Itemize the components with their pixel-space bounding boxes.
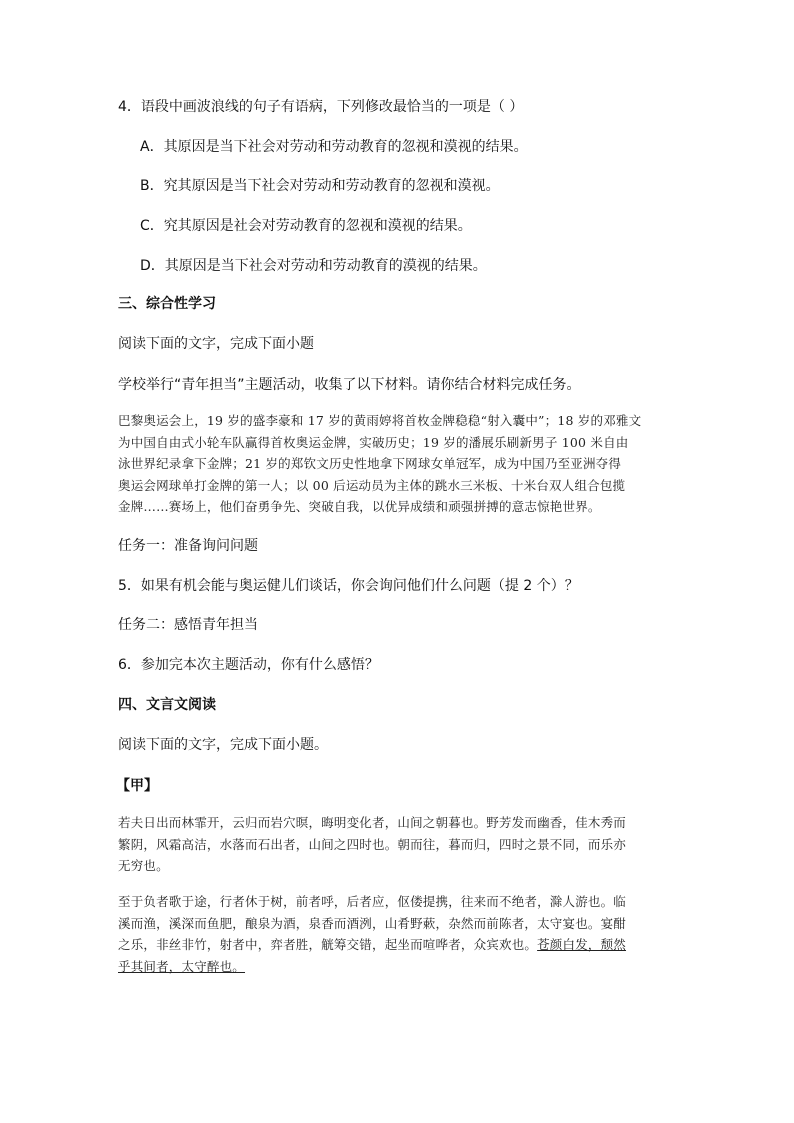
passage-line: 巴黎奥运会上，19 岁的盛李豪和 17 岁的黄雨婷将首枚金牌稳稳“射入囊中”；18 岁的邓雅文 [118,413,642,428]
classical-paragraph-2 [118,891,686,977]
classical-line [118,956,686,978]
section-4-heading: 四、文言文阅读 [118,697,216,713]
classical-line [118,934,686,956]
passage-label-jia: 【甲】 [116,778,158,794]
classical-line: 繁阴，风霜高洁，水落而石出者，山间之四时也。朝而往，暮而归，四时之景不同，而乐亦 [118,836,627,852]
section-3-intro: 学校举行“青年担当”主题活动，收集了以下材料。请你结合材料完成任务。 [118,377,581,393]
classical-paragraph-1 [118,812,686,877]
passage-line: 金牌……赛场上，他们奋勇争先、突破自我，以优异成绩和顽强拼搏的意志惊艳世界。 [118,499,601,514]
passage-line: 为中国自由式小轮车队赢得首枚奥运金牌，实破历史；19 岁的潘展乐刷新男子 100 米自由 [118,434,629,450]
underlined-sentence-part-1: 苍颜白发，颓然 [537,937,627,952]
question-4-option-c: C．究其原因是社会对劳动教育的忽视和漠视的结果。 [140,218,472,234]
question-6: 6．参加完本次主题活动，你有什么感悟？ [118,657,379,673]
classical-line: 若夫日出而林霏开，云归而岩穴暝，晦明变化者，山间之朝暮也。野芳发而幽香，佳木秀而 [118,815,627,830]
task-1-label: 任务一：准备询问问题 [118,538,258,554]
task-2-label: 任务二：感悟青年担当 [118,617,258,633]
question-4-option-d: D．其原因是当下社会对劳动和劳动教育的漠视的结果。 [140,258,487,274]
olympics-passage [118,410,686,518]
question-4-option-a: A．其原因是当下社会对劳动和劳动教育的忽视和漠视的结果。 [140,139,528,155]
question-4-option-b: B．究其原因是当下社会对劳动和劳动教育的忽视和漠视。 [140,178,500,194]
section-4-instruction: 阅读下面的文字，完成下面小题。 [118,737,328,753]
classical-line-text: 之乐，非丝非竹，射者中，弈者胜，觥筹交错，起坐而喧哗者，众宾欢也。 [118,937,538,952]
section-3-heading: 三、综合性学习 [118,296,216,312]
underlined-sentence-part-2: 乎其间者，太守醉也。 [118,958,246,974]
classical-line: 至于负者歌于途，行者休于树，前者呼，后者应，伛偻提携，往来而不绝者，滁人游也。临 [118,894,627,909]
classical-line: 无穷也。 [118,858,169,873]
passage-line: 泳世界纪录拿下金牌；21 岁的郑钦文历史性地拿下网球女单冠军，成为中国乃至亚洲夺得 [118,456,622,471]
question-5: 5．如果有机会能与奥运健儿们谈话，你会询问他们什么问题（提 2 个）？ [118,578,579,594]
section-3-instruction: 阅读下面的文字，完成下面小题 [118,336,314,352]
passage-line: 奥运会网球单打金牌的第一人；以 00 后运动员为主体的跳水三米板、十米台双人组合包揽 [118,477,626,493]
classical-line: 溪而渔，溪深而鱼肥，酿泉为酒，泉香而酒洌，山肴野蔌，杂然而前陈者，太守宴也。宴酣 [118,915,627,931]
question-4-stem: 4．语段中画波浪线的句子有语病，下列修改最恰当的一项是（ ） [118,99,524,115]
